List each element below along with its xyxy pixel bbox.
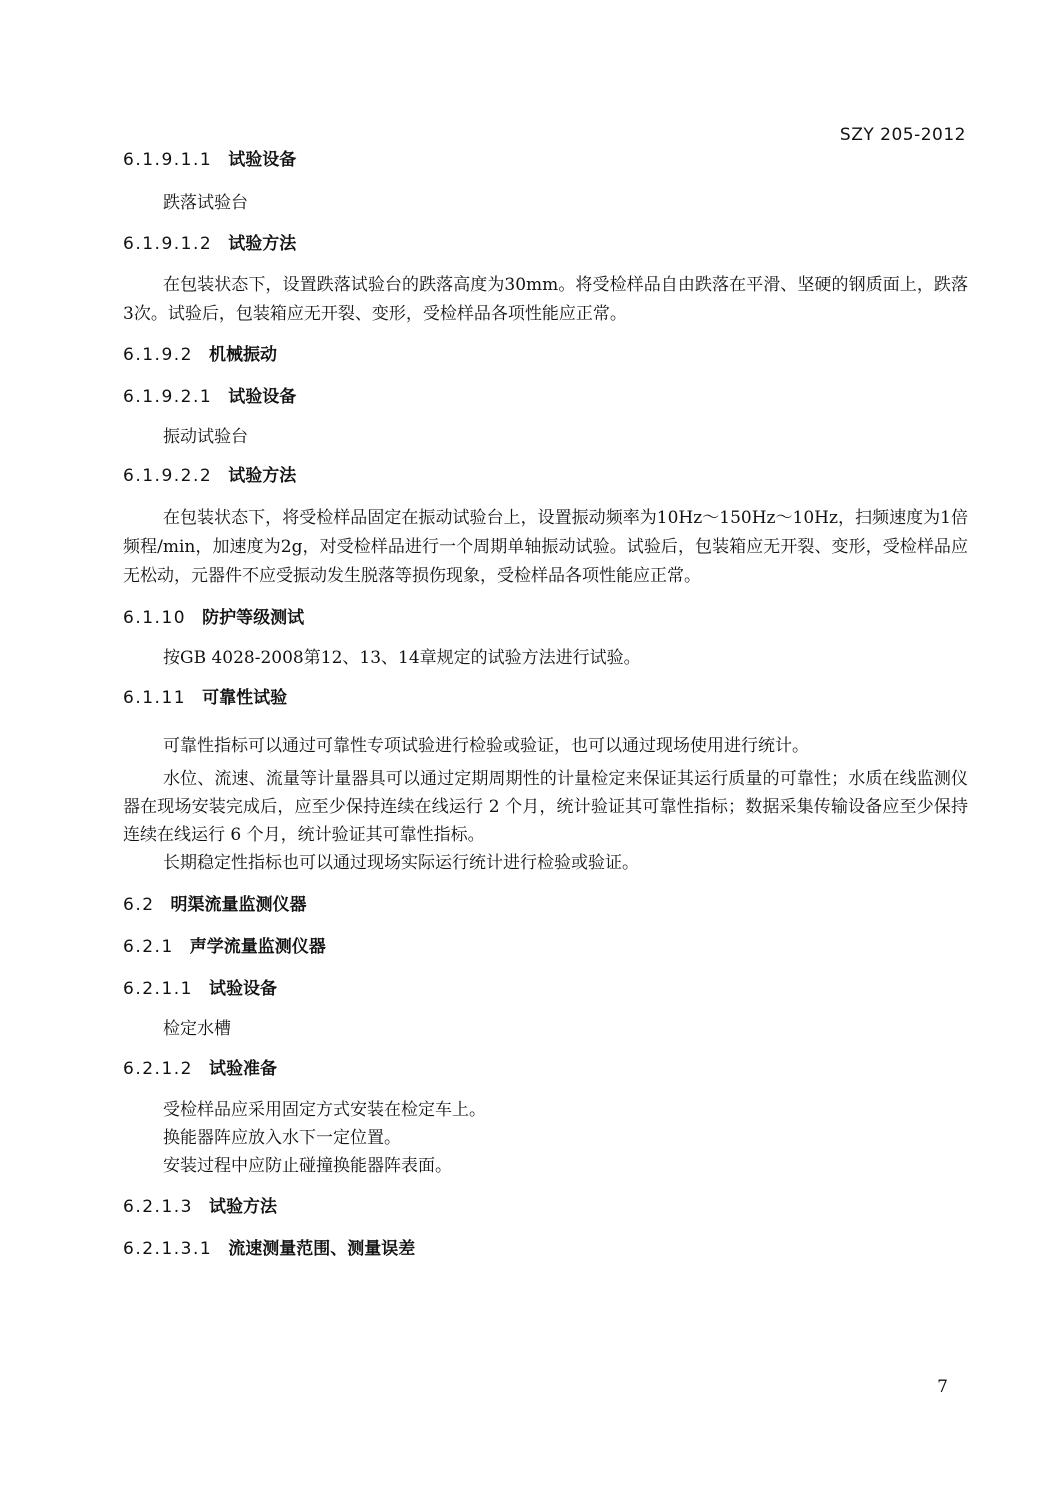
section-heading [123, 148, 968, 172]
section-number: 6.2.1.3.1 [123, 1239, 213, 1259]
section-title: 试验设备 [228, 150, 297, 170]
section-heading [123, 893, 968, 917]
section-number: 6.1.9.2.1 [123, 387, 213, 407]
paragraph: 振动试验台 [163, 427, 248, 447]
section-heading [123, 686, 968, 710]
section-title: 试验方法 [228, 466, 297, 486]
section-number: 6.2.1.1 [123, 979, 193, 999]
paragraph: 检定水槽 [163, 1019, 231, 1039]
paragraph: 受检样品应采用固定方式安装在检定车上。 [163, 1100, 486, 1120]
section-number: 6.1.9.1.2 [123, 234, 213, 254]
section-heading [123, 977, 968, 1001]
paragraph: 按GB 4028-2008第12、13、14章规定的试验方法进行试验。 [163, 648, 641, 668]
section-title: 防护等级测试 [202, 608, 305, 628]
paragraph: 换能器阵应放入水下一定位置。 [163, 1128, 401, 1148]
document-code: SZY 205-2012 [839, 125, 966, 145]
section-heading [123, 606, 968, 630]
section-title: 试验准备 [208, 1059, 277, 1079]
section-heading [123, 232, 968, 256]
section-heading [123, 935, 968, 959]
section-title: 试验设备 [228, 387, 297, 407]
section-title: 试验方法 [228, 234, 297, 254]
section-number: 6.2 [123, 895, 155, 915]
section-title: 流速测量范围、测量误差 [228, 1239, 416, 1259]
paragraph: 可靠性指标可以通过可靠性专项试验进行检验或验证，也可以通过现场使用进行统计。 [163, 736, 809, 756]
document-body [123, 148, 968, 1261]
paragraph: 水位、流速、流量等计量器具可以通过定期周期性的计量检定来保证其运行质量的可靠性；水质在线监测仪器在现场安装完成后，应至少保持连续在线运行 2 个月，统计验证其可靠性指标；数据采集传输设备应至少保持连续在线运行 6 个月，统计验证其可靠性指标。 [123, 769, 968, 845]
section-heading [123, 343, 968, 367]
section-number: 6.1.9.2.2 [123, 466, 213, 486]
section-number: 6.1.9.1.1 [123, 150, 213, 170]
section-heading [123, 1237, 968, 1261]
section-title: 试验方法 [208, 1197, 277, 1217]
paragraph: 安装过程中应防止碰撞换能器阵表面。 [163, 1156, 452, 1176]
section-number: 6.1.9.2 [123, 345, 193, 365]
paragraph: 跌落试验台 [163, 193, 248, 213]
section-heading [123, 1195, 968, 1219]
section-number: 6.2.1 [123, 937, 174, 957]
section-heading [123, 385, 968, 409]
section-title: 声学流量监测仪器 [189, 937, 326, 957]
page-number: 7 [937, 1377, 948, 1397]
paragraph: 在包装状态下，将受检样品固定在振动试验台上，设置振动频率为10Hz～150Hz～10Hz，扫频速度为1倍频程/min，加速度为2g，对受检样品进行一个周期单轴振动试验。试验后，包装箱应无开裂、变形，受检样品应无松动，元器件不应受振动发生脱落等损伤现象，受检样品各项性能应正常。 [123, 508, 968, 586]
section-heading [123, 464, 968, 488]
section-heading [123, 1057, 968, 1081]
paragraph: 长期稳定性指标也可以通过现场实际运行统计进行检验或验证。 [163, 853, 639, 873]
section-title: 机械振动 [208, 345, 277, 365]
section-title: 明渠流量监测仪器 [170, 895, 307, 915]
section-number: 6.1.10 [123, 608, 187, 628]
section-number: 6.2.1.2 [123, 1059, 193, 1079]
section-title: 可靠性试验 [202, 688, 288, 708]
section-number: 6.2.1.3 [123, 1197, 193, 1217]
section-number: 6.1.11 [123, 688, 187, 708]
section-title: 试验设备 [208, 979, 277, 999]
paragraph: 在包装状态下，设置跌落试验台的跌落高度为30mm。将受检样品自由跌落在平滑、坚硬的钢质面上，跌落3次。试验后，包装箱应无开裂、变形，受检样品各项性能应正常。 [123, 275, 968, 324]
